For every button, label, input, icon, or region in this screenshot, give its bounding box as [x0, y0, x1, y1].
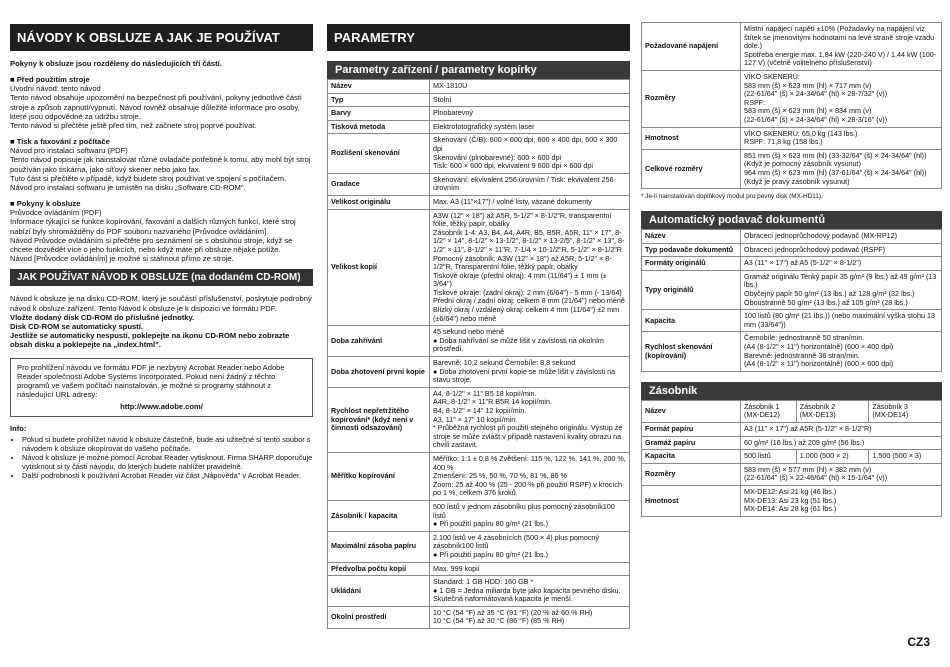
- right-column: [641, 22, 942, 517]
- row-value: Gramáž originálu Tenký papír 35 g/m² (9 lbs.) až 49 g/m² (13 lbs.) Obyčejný papír 50 g/m² (13 lbs.) až 128 g/m² (32 lbs.) Oboustranně 50 g/m² (13 lbs.) až 105 g/m² (28 lbs.): [741, 270, 942, 309]
- row-value: Skenování: ekvivalent 256 úrovním / Tisk: ekvivalent 256 úrovním: [430, 173, 630, 195]
- table-row: [328, 606, 630, 628]
- info-list: [10, 435, 313, 480]
- tray-name-2: Zásobník 2 (MX-DE13): [796, 400, 869, 422]
- row-label: Kapacita: [642, 450, 741, 464]
- table-row: [328, 576, 630, 607]
- table-row: [642, 149, 942, 188]
- row-label: Barvy: [328, 107, 430, 121]
- power-dimension-table: [641, 22, 942, 189]
- cd-instructions: Vložte dodaný disk CD-ROM do příslušné jednotky. Disk CD-ROM se automaticky spustí. Jestliže se automaticky nespustí, poklepejte na ikonu CD-ROM nebo zobrazte obsah disku a poklepejte na „index.html".: [10, 312, 290, 350]
- row-label: Rozměry: [642, 463, 741, 485]
- row-label: Gradace: [328, 173, 430, 195]
- table-row: [328, 120, 630, 134]
- table-row: [328, 562, 630, 576]
- row-value: 45 sekund nebo méně ● Doba nahřívání se může lišit v závislosti na okolním prostředí.: [430, 326, 630, 357]
- row-value: Měřítko: 1:1 ± 0,8 % Zvětšení: 115 %, 122 %, 141 %, 200 %, 400 % Zmenšení: 25 %, 50 %, 70 %, 81 %, 86 % Zoom: 25 až 400 % (25 - 200 % při použití RSPF) v krocích po 1 %, celkem 376 kroků.: [430, 452, 630, 500]
- section-text: Průvodce ovládáním (PDF) Informace týkající se funkce kopírování, faxování a dalších různých funkcí, které stroj nabízí byly shromážděny do PDF souboru nazvaného [Průvodce ovládáním]. Návod Průvodce ovládáním si přečtěte pro seznámení se s obsluhou stroje, když se chcete dozvědět více o jeho funkcích, nebo když máte při obsluze nějaké potíže. Návod [Průvodce ovládáním] je možné si stáhnout přímo ze stroje.: [10, 208, 296, 264]
- tray-table: [641, 400, 942, 517]
- row-value: VÍKO SKENERU: 583 mm (š) × 623 mm (hl) × 717 mm (v) (22-61/64" (š) × 24-34/64" (hl) × 28-7/32" (v)) RSPF: 583 mm (š) × 623 mm (hl) × 834 mm (v) (22-61/64" (š) × 24-34/64" (hl) × 28-3/16" (v)): [741, 70, 942, 127]
- table-row: [642, 310, 942, 332]
- row-value: Obracecí jednoprůchodový podavač (MX-RP12): [741, 230, 942, 244]
- row-label: Ukládání: [328, 576, 430, 607]
- row-value: 60 g/m² (16 lbs.) až 209 g/m² (56 lbs.): [741, 436, 942, 450]
- row-value: Skenování (Č/B): 600 × 600 dpi, 600 × 400 dpi, 600 × 300 dpi Skenování (plnobarevné): 600 × 600 dpi Tisk: 600 × 600 dpi, ekvivalent 9 600 dpi × 600 dpi: [430, 134, 630, 173]
- table-row: [328, 452, 630, 500]
- section-heading: ■ Tisk a faxování z počítače: [10, 137, 110, 147]
- row-value: Max. 999 kopií: [430, 562, 630, 576]
- intro-text: Pokyny k obsluze jsou rozděleny do následujících tří částí.: [10, 59, 222, 68]
- row-value: A3 (11" × 17") až A5 (5-1/2" × 8-1/2"): [741, 257, 942, 271]
- row-value: Standard: 1 GB HDD: 160 GB * ● 1 GB = Jedna miliarda byte jako kapacita pevného disku. Skutečná naformátovaná kapacita je menší.: [430, 576, 630, 607]
- row-label: Doba zhotovení první kopie: [328, 357, 430, 388]
- table-row: [328, 195, 630, 209]
- row-label: Typ: [328, 93, 430, 107]
- row-label: Rozměry: [642, 70, 741, 127]
- list-item: • Pokud si budete prohlížet návod k obsluze částečně, bude asi užitečné si tento soubor s návodem k obsluze okopírovat do vašeho počítače.: [22, 435, 313, 453]
- table-row: [642, 270, 942, 309]
- tray-capacity-1: 500 listů: [741, 450, 797, 464]
- row-value: Elektrofotografický systém laser: [430, 120, 630, 134]
- row-label: Maximální zásoba papíru: [328, 531, 430, 562]
- row-value: A4, 8-1/2" × 11" B5 18 kopií/min. A4R, 8-1/2" × 11"R B5R 14 kopií/min. B4, 8-1/2" × 14" 12 kopií/min. A3, 11" × 17" 10 kopií/min. * Průběžná rychlost při použití stejného originálu. Výstup ze stroje se může zvlášt v případě nastavení kvality obrazu na chvíli zastavit.: [430, 387, 630, 452]
- left-column: [10, 24, 313, 480]
- row-label: Rychlost skenování (kopírování): [642, 332, 741, 371]
- row-label: Rychlost nepřetržitého kopírování* (když není v činnosti odsazování): [328, 387, 430, 452]
- middle-column: [327, 24, 630, 629]
- row-label: Požadované napájení: [642, 23, 741, 71]
- table-row: [328, 134, 630, 173]
- row-value: 10 °C (54 °F) až 35 °C (91 °F) (20 % až 60 % RH) 10 °C (54 °F) až 30 °C (86 °F) (85 % RH): [430, 606, 630, 628]
- tray-capacity-3: 1.500 (500 × 3): [869, 450, 942, 464]
- section-heading: ■ Pokyny k obsluze: [10, 199, 81, 209]
- row-label: Velikost originálu: [328, 195, 430, 209]
- footnote: * Je-li nainstalován doplňkový modul pro pevný disk (MX-HD11).: [641, 193, 823, 201]
- manuals-title: NÁVODY K OBSLUZE A JAK JE POUŽÍVAT: [10, 24, 313, 51]
- row-label: Název: [642, 400, 741, 422]
- list-item: • Další podrobnosti k používání Acrobat Reader viz část „Nápověda" v Acrobat Reader.: [22, 471, 313, 480]
- table-row: [642, 485, 942, 516]
- section-text: Návod pro instalaci softwaru (PDF) Tento návod popisuje jak nainstalovat různé ovladače potřebné k tomu, aby mohl být stroj používán jako tiskárna, jako síťový skener nebo jako fax. Tuto část si přečtěte v případě, když budete stroj používat ve spojení s počítačem. Návod pro instalaci softwaru je umístěn na disku „Software CD-ROM".: [10, 146, 311, 193]
- row-value: Černobíle: jednostranně 50 stran/min. (A4 (8-1/2" × 11") horizontálně) (600 × 400 dpi) Barevně: jednostranně 36 stran/min. (A4 (8-1/2" × 11") horizontálně) (600 × 600 dpi): [741, 332, 942, 371]
- adf-title: Automatický podavač dokumentů: [641, 211, 942, 229]
- row-value: 500 listů v jednom zásobníku plus pomocný zásobník100 listů ● Při použití papíru 80 g/m² (21 lbs.): [430, 500, 630, 531]
- row-value: MX-DE12: Asi 21 kg (46 lbs.) MX-DE13: Asi 23 kg (51 lbs.) MX-DE14: Asi 28 kg (61 lbs.): [741, 485, 942, 516]
- row-label: Kapacita: [642, 310, 741, 332]
- row-label: Velikost kopií: [328, 209, 430, 326]
- page-number: CZ3: [907, 635, 930, 649]
- tray-name-3: Zásobník 3 (MX-DE14): [869, 400, 942, 422]
- row-value: Obracecí jednoprůchodový podavač (RSPF): [741, 243, 942, 257]
- table-row: [328, 93, 630, 107]
- table-row: [642, 423, 942, 437]
- table-row: [328, 500, 630, 531]
- row-label: Typy originálů: [642, 270, 741, 309]
- tray-title: Zásobník: [641, 382, 942, 400]
- row-label: Hmotnost: [642, 485, 741, 516]
- table-row: [642, 23, 942, 71]
- table-row: [642, 127, 942, 149]
- row-value: 851 mm (š) × 623 mm (hl) (33-32/64" (š) × 24-34/64" (hl)) (Když je pomocný zásobník vysunut) 964 mm (š) × 623 mm (hl) (37-61/64" (š) × 24-34/64" (hl)) (Když je pravý zásobník vysunut): [741, 149, 942, 188]
- row-label: Formáty originálů: [642, 257, 741, 271]
- table-row: [642, 70, 942, 127]
- table-row: [328, 80, 630, 94]
- cd-text: Návod k obsluze je na disku CD-ROM, který je součástí příslušenství, poskytuje podrobný návod k obsluze zařízení. Tento Návod k obsluze je k dispozici ve formátu PDF.: [10, 294, 312, 313]
- table-row: [642, 230, 942, 244]
- table-row: [328, 326, 630, 357]
- tray-capacity-2: 1.000 (500 × 2): [796, 450, 869, 464]
- table-row: [328, 107, 630, 121]
- row-value: Místní napájecí napětí ±10% (Požadavky na napájení viz štítek se jmenovitými hodnotami na levé straně stroje vzadu dole.) Spotřeba energie max. 1,84 kW (220-240 V) / 1,44 kW (100-127 V) (včetně volitelného příslušenství): [741, 23, 942, 71]
- table-row: [328, 209, 630, 326]
- row-label: Typ podavače dokumentů: [642, 243, 741, 257]
- row-value: Barevně: 10,2 sekund Černobíle: 8,8 sekund ● Doba zhotovení první kopie se může lišit v závislosti na stavu stroje.: [430, 357, 630, 388]
- row-label: Předvolba počtu kopií: [328, 562, 430, 576]
- row-value: VÍKO SKENERU: 65,0 kg (143 lbs.) RSPF: 71,8 kg (158 lbs.): [741, 127, 942, 149]
- row-value: Max. A3 (11"×17") / volné listy, vázané dokumenty: [430, 195, 630, 209]
- row-value: 2.100 listů ve 4 zásobnících (500 × 4) plus pomocný zásobník100 listů ● Při použití papíru 80 g/m² (21 lbs.): [430, 531, 630, 562]
- adobe-url-link[interactable]: http://www.adobe.com/: [120, 402, 203, 412]
- table-row: [328, 387, 630, 452]
- row-label: Formát papíru: [642, 423, 741, 437]
- row-label: Hmotnost: [642, 127, 741, 149]
- row-value: 583 mm (š) × 577 mm (hl) × 382 mm (v) (22-61/64" (š) × 22-46/64" (hl) × 15-1/64" (v)): [741, 463, 942, 485]
- table-row: [642, 463, 942, 485]
- table-row: [642, 450, 942, 464]
- info-heading: Info:: [10, 423, 27, 433]
- row-value: A3W (12" × 18") až A5R, 5-1/2" × 8-1/2"R, transparentní fólie, těžký papír, obálky Zásobník 1-4: A3, B4, A4, A4R, B5, B5R, A5R, 11" × 17", 8-1/2" × 14", 8-1/2" × 13-1/2", 8-1/2" × 13-2/5", 8-1/2" × 13", 8-1/2" × 11", 8-1/2" × 11"R, 7-1/4 × 10-1/2"R, 5-1/2" × 8-1/2"R Pomocný zásobník: A3W (12" × 18") až A5R, 5-1/2" × 8-1/2"R, Transparentní fólie, těžký papír, obálky Tiskové okraje (přední okraj): 4 mm (11/64") ± 1 mm (± 3/64") Tiskové okraje: (zadní okraj): 2 mm (6/64") - 5 mm (- 13/64) Přední okraj / zadní okraj: celkem 8 mm (21/64") nebo méně Blízký okraj / vzdálený okraj: celkem 4 mm (11/64") ±2 mm (±6/64") nebo méně: [430, 209, 630, 326]
- row-value: MX-1810U: [430, 80, 630, 94]
- table-row: [642, 332, 942, 371]
- row-label: Celkové rozměry: [642, 149, 741, 188]
- row-value: A3 (11" × 17") až A5R (5-1/2" × 8-1/2"R): [741, 423, 942, 437]
- table-row: [328, 173, 630, 195]
- table-row: [642, 400, 942, 422]
- row-label: Gramáž papíru: [642, 436, 741, 450]
- tray-name-1: Zásobník 1 (MX-DE12): [741, 400, 797, 422]
- adobe-box-text: Pro prohlížení návodu ve formátu PDF je nezbytný Acrobat Reader nebo Adobe Reader společnosti Adobe Systems Incorporated. Pokud není žádný z těchto programů ve vašem počítači nainstalován, je možné si programy stáhnout z následující URL adresy:: [17, 362, 285, 400]
- row-label: Rozlišení skenování: [328, 134, 430, 173]
- adf-table: [641, 229, 942, 372]
- cd-section-title: JAK POUŽÍVAT NÁVOD K OBSLUZE (na dodaném CD-ROM): [10, 269, 313, 286]
- row-label: Okolní prostředí: [328, 606, 430, 628]
- list-item: • Návod k obsluze je možné pomocí Acrobat Reader vytisknout. Firma SHARP doporučuje vytisknout si ty části návodu, do kterých budete nahlížet pravidelně.: [22, 453, 313, 471]
- machine-specs-table: [327, 79, 630, 629]
- specs-table-title: Parametry zařízení / parametry kopírky: [327, 61, 630, 79]
- row-value: Stolní: [430, 93, 630, 107]
- row-label: Název: [642, 230, 741, 244]
- table-row: [328, 531, 630, 562]
- row-label: Název: [328, 80, 430, 94]
- adobe-info-box: [10, 358, 313, 417]
- row-value: 100 listů (80 g/m² (21 lbs.)) (nebo maximální výška stohu 13 mm (33/64")): [741, 310, 942, 332]
- table-row: [328, 357, 630, 388]
- table-row: [642, 257, 942, 271]
- section-heading: ■ Před použitím stroje: [10, 75, 90, 85]
- row-label: Doba zahřívání: [328, 326, 430, 357]
- table-row: [642, 436, 942, 450]
- row-value: Plnobarevný: [430, 107, 630, 121]
- row-label: Tisková metoda: [328, 120, 430, 134]
- row-label: Zásobník / kapacita: [328, 500, 430, 531]
- section-text: Úvodní návod: tento návod Tento návod obsahuje upozornění na bezpečnost při používání, pokyny jednotlivé části stroje a způsob zapnutí/vypnutí. Návod rovněž obsahuje důležité informace pro osoby, které jsou odpovědné za údržbu stroje. Tento návod si přečtěte ještě před tím, než začnete stroj poprvé používat.: [10, 84, 302, 131]
- specs-title: PARAMETRY: [327, 24, 630, 51]
- table-row: [642, 243, 942, 257]
- row-label: Měřítko kopírování: [328, 452, 430, 500]
